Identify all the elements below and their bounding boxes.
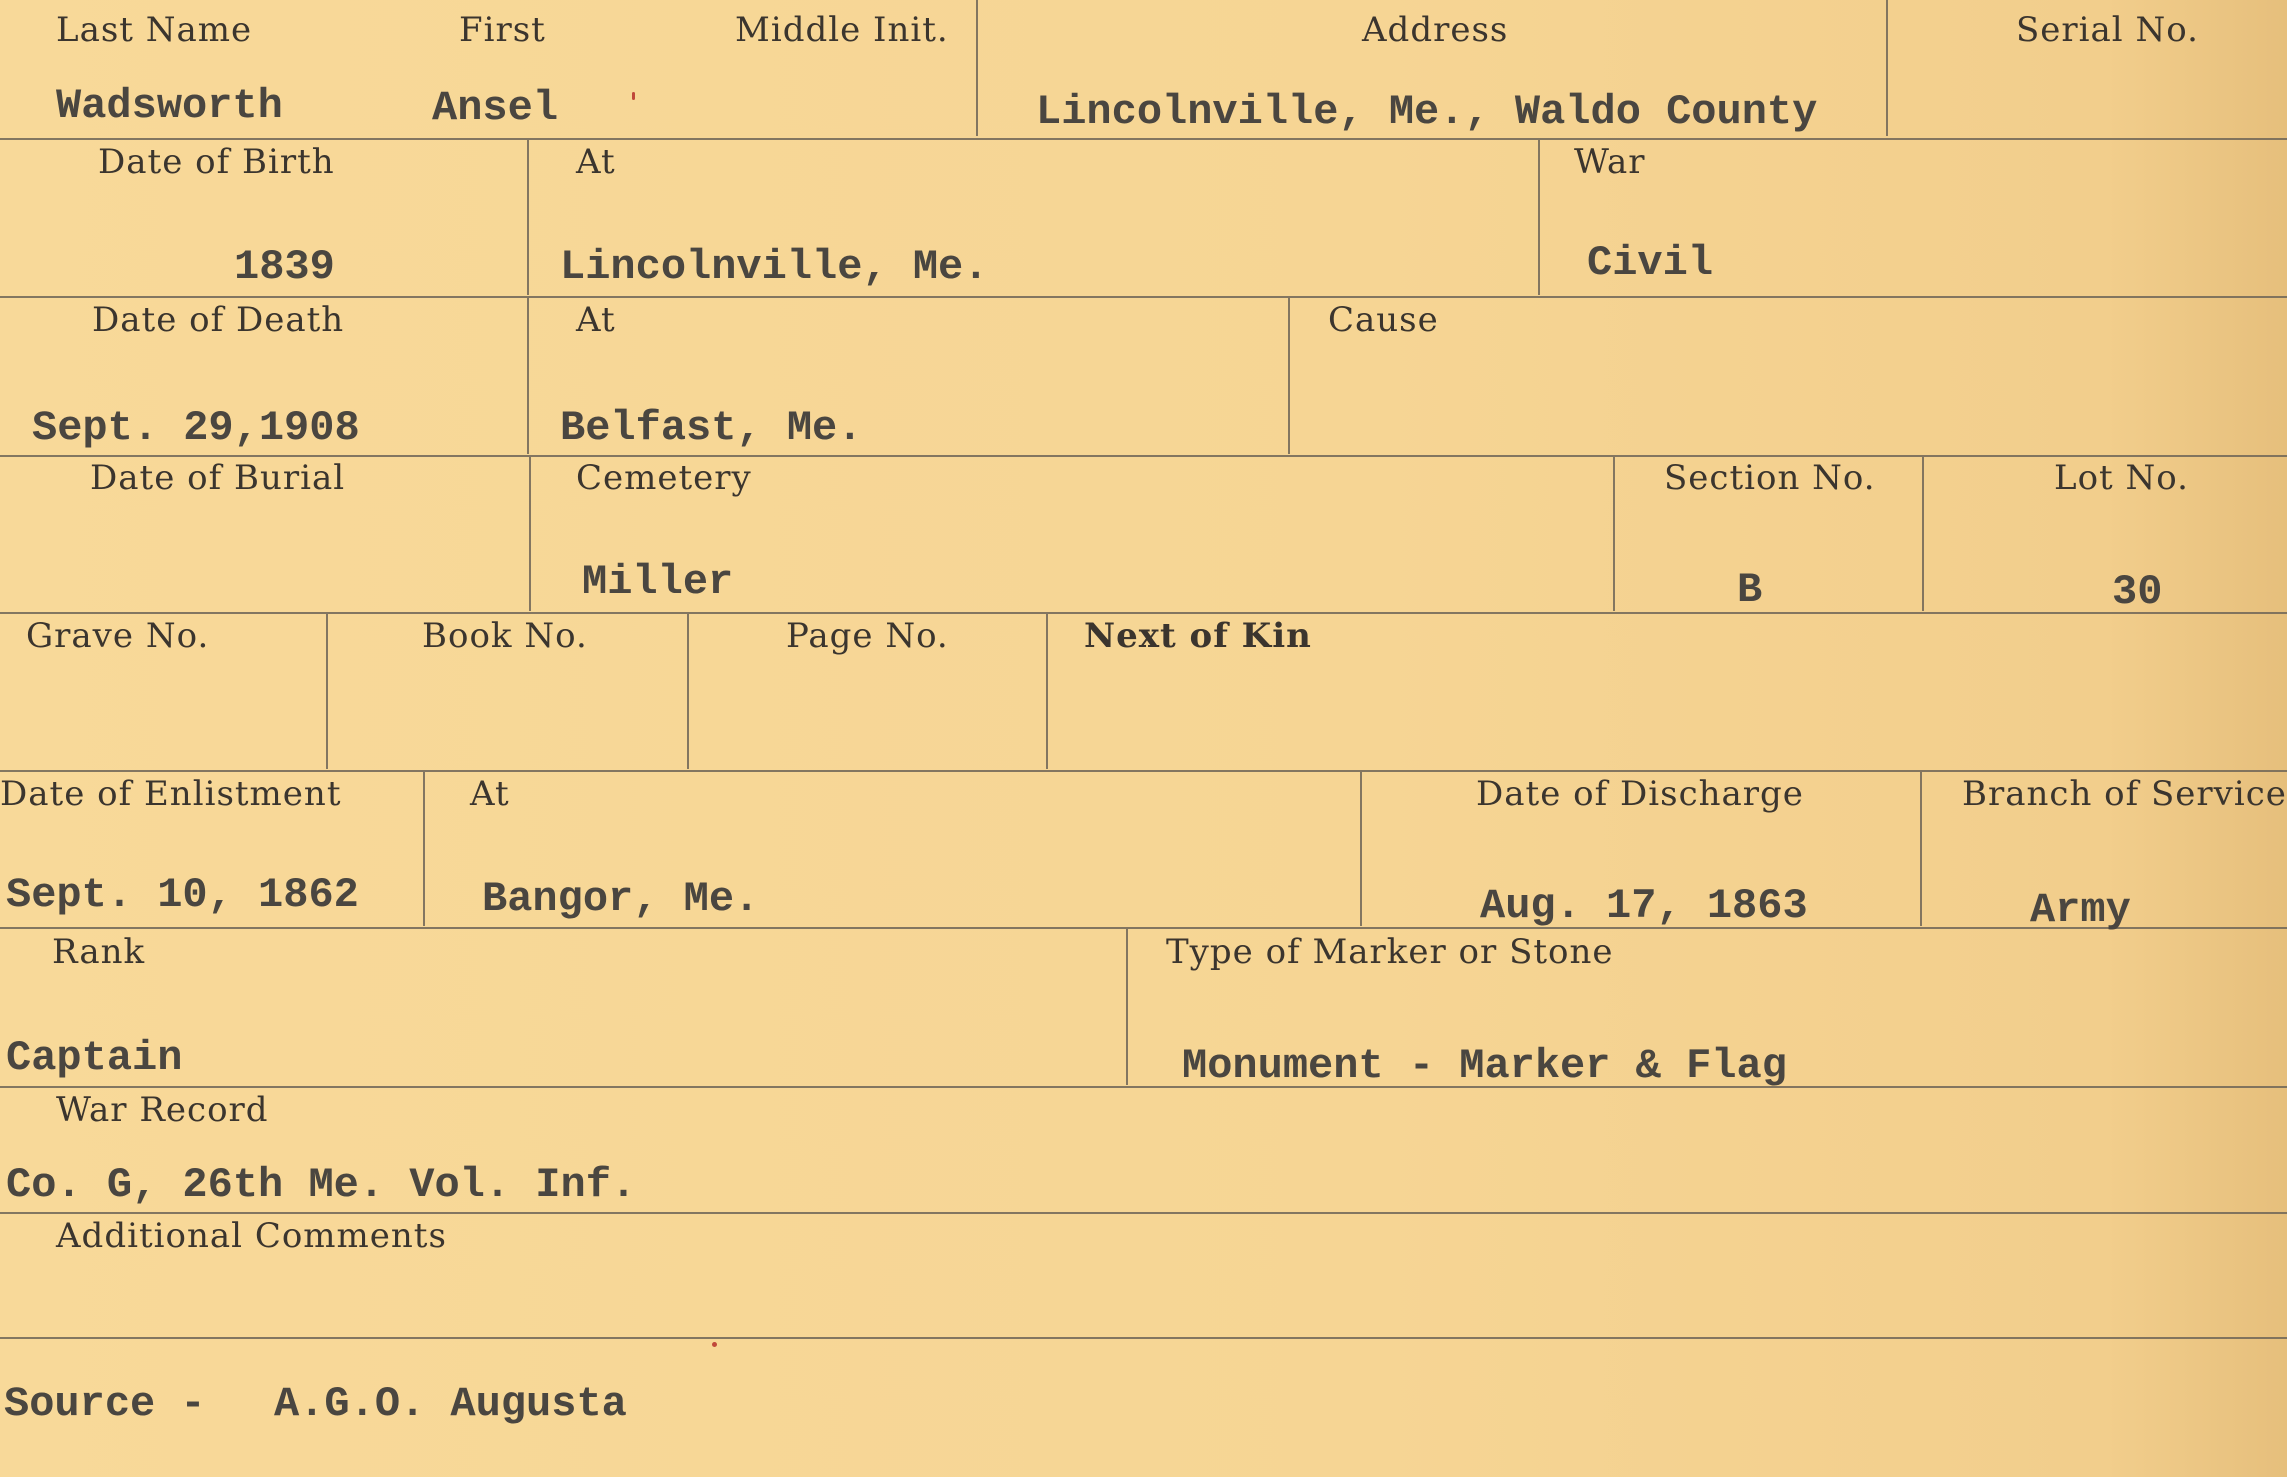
column-divider [527,298,529,454]
rank-label: Rank [52,932,146,972]
death-place-label: At [576,300,616,340]
cause-label: Cause [1328,300,1439,340]
column-divider [1920,772,1922,926]
section-no-value: B [1737,566,1763,614]
date-of-enlistment-value: Sept. 10, 1862 [6,871,359,919]
row-divider [0,612,2287,614]
column-divider [529,457,531,611]
enlistment-place-label: At [470,774,510,814]
column-divider [687,614,689,769]
address-label: Address [1362,10,1509,50]
cemetery-value: Miller [582,558,734,606]
branch-of-service-label: Branch of Service [1962,774,2287,814]
source-label: Source - [4,1380,206,1428]
date-of-birth-label: Date of Birth [98,142,335,182]
date-of-birth-value: 1839 [234,243,335,291]
serial-no-label: Serial No. [2016,10,2199,50]
grave-no-label: Grave No. [26,616,210,656]
birth-place-value: Lincolnville, Me. [560,243,989,291]
column-divider [423,772,425,926]
cemetery-label: Cemetery [576,458,752,498]
row-divider [0,1212,2287,1214]
date-of-burial-label: Date of Burial [90,458,346,498]
date-of-enlistment-label: Date of Enlistment [0,774,342,814]
section-no-label: Section No. [1664,458,1876,498]
last-name-value: Wadsworth [56,82,283,130]
rank-value: Captain [6,1034,183,1082]
paper-speck [632,92,635,100]
column-divider [1046,614,1048,769]
column-divider [326,614,328,769]
source-value: A.G.O. Augusta [274,1380,627,1428]
column-divider [1360,772,1362,926]
next-of-kin-label: Next of Kin [1084,616,1312,656]
row-divider [0,927,2287,929]
row-divider [0,1086,2287,1088]
lot-no-label: Lot No. [2054,458,2189,498]
death-place-value: Belfast, Me. [560,404,863,452]
row-divider [0,770,2287,772]
type-of-marker-label: Type of Marker or Stone [1166,932,1614,972]
last-name-label: Last Name [56,10,253,50]
additional-comments-label: Additional Comments [56,1216,447,1256]
enlistment-place-value: Bangor, Me. [482,875,760,923]
row-divider [0,1337,2287,1339]
type-of-marker-value: Monument - Marker & Flag [1182,1042,1787,1090]
book-no-label: Book No. [422,616,588,656]
birth-place-label: At [576,142,616,182]
date-of-discharge-label: Date of Discharge [1476,774,1804,814]
war-record-value: Co. G, 26th Me. Vol. Inf. [6,1161,637,1209]
lot-no-value: 30 [2112,568,2163,616]
date-of-death-value: Sept. 29,1908 [32,404,360,452]
first-name-label: First [459,10,546,50]
address-value: Lincolnville, Me., Waldo County [1036,88,1818,136]
column-divider [1922,457,1924,611]
column-divider [1126,929,1128,1085]
war-label: War [1574,142,1646,182]
paper-speck [712,1342,717,1347]
column-divider [1538,140,1540,295]
column-divider [1288,298,1290,454]
page-no-label: Page No. [786,616,949,656]
row-divider [0,455,2287,457]
column-divider [1886,0,1888,136]
first-name-value: Ansel [432,84,559,132]
row-divider [0,296,2287,298]
war-value: Civil [1587,239,1714,287]
date-of-death-label: Date of Death [92,300,345,340]
date-of-discharge-value: Aug. 17, 1863 [1480,882,1808,930]
column-divider [1613,457,1615,611]
branch-of-service-value: Army [2030,886,2131,934]
war-record-label: War Record [56,1090,269,1130]
row-divider [0,138,2287,140]
column-divider [527,140,529,295]
middle-init-label: Middle Init. [735,10,949,50]
column-divider [976,0,978,136]
